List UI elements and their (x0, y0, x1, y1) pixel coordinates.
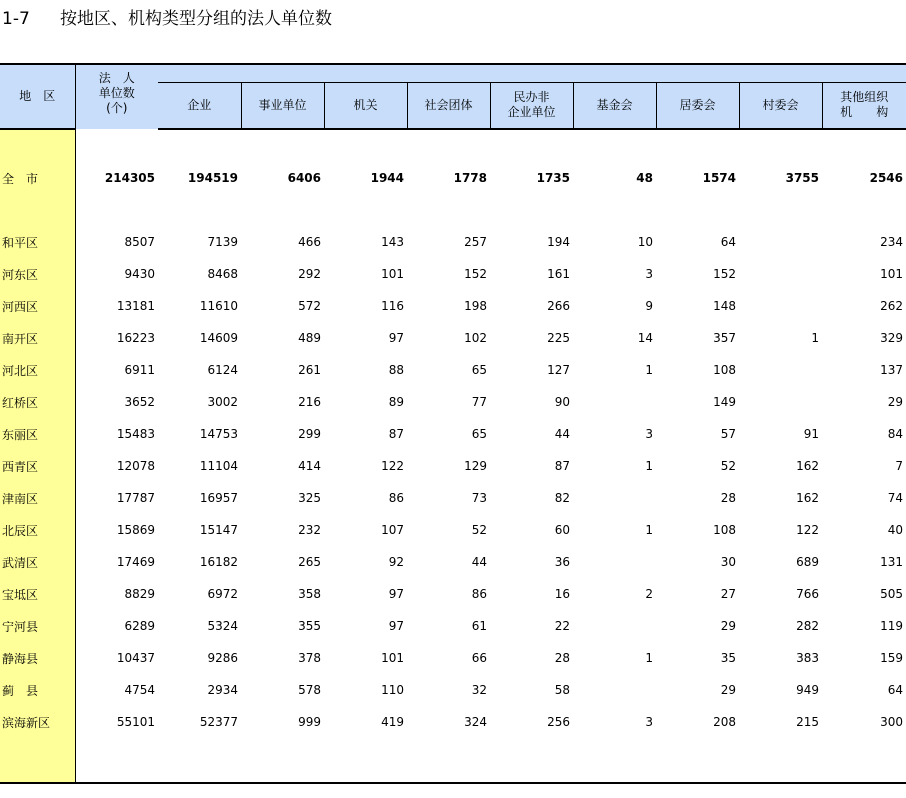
region-cell: 宝坻区 (0, 578, 75, 610)
value-cell: 74 (887, 491, 903, 505)
value-cell: 1 (811, 331, 819, 345)
value-cell: 8829 (124, 587, 155, 601)
value-cell (739, 258, 822, 290)
value-cell: 15147 (199, 523, 238, 537)
value-cell: 60 (554, 523, 570, 537)
value-cell: 17787 (116, 491, 155, 505)
value-cell: 999 (298, 715, 321, 729)
value-cell: 28 (554, 651, 570, 665)
value-cell: 152 (464, 267, 487, 281)
value-cell: 689 (796, 555, 819, 569)
value-cell (490, 738, 573, 783)
table-number: 1-7 (2, 9, 30, 29)
region-cell: 武清区 (0, 546, 75, 578)
value-cell: 48 (636, 171, 653, 185)
region-cell: 红桥区 (0, 386, 75, 418)
value-cell: 148 (713, 299, 736, 313)
value-cell: 122 (796, 523, 819, 537)
value-cell: 22 (554, 619, 570, 633)
value-cell: 29 (720, 619, 736, 633)
value-cell: 419 (381, 715, 404, 729)
value-cell: 17469 (116, 555, 155, 569)
value-cell: 489 (298, 331, 321, 345)
value-cell: 578 (298, 683, 321, 697)
value-cell: 215 (796, 715, 819, 729)
value-cell: 8507 (124, 235, 155, 249)
table-row (0, 578, 906, 610)
value-cell: 65 (471, 427, 487, 441)
value-cell: 32 (471, 683, 487, 697)
value-cell: 14 (637, 331, 653, 345)
value-cell (739, 738, 822, 783)
header-col-4: 民办非 企业单位 (490, 82, 573, 129)
value-cell: 6972 (207, 587, 238, 601)
header-col-8: 其他组织 机 构 (822, 82, 906, 129)
value-cell: 16182 (199, 555, 238, 569)
value-cell: 28 (720, 491, 736, 505)
table-row (0, 290, 906, 322)
table-row (0, 258, 906, 290)
value-cell: 9 (645, 299, 653, 313)
value-cell: 949 (796, 683, 819, 697)
value-cell: 6289 (124, 619, 155, 633)
value-cell: 3 (645, 427, 653, 441)
value-cell: 64 (887, 683, 903, 697)
value-cell: 44 (554, 427, 570, 441)
value-cell: 7 (895, 459, 903, 473)
region-cell: 北辰区 (0, 514, 75, 546)
value-cell: 127 (547, 363, 570, 377)
value-cell: 16 (554, 587, 570, 601)
region-cell: 和平区 (0, 226, 75, 258)
value-cell: 162 (796, 491, 819, 505)
total-row (0, 129, 906, 226)
value-cell: 14609 (199, 331, 238, 345)
value-cell (241, 738, 324, 783)
header-legal-total-line1: 法 人 (98, 71, 135, 85)
table-row (0, 706, 906, 738)
table-row (0, 418, 906, 450)
value-cell: 161 (547, 267, 570, 281)
table-bottom-band (0, 738, 906, 783)
header-col-5: 基金会 (573, 82, 656, 129)
value-cell: 30 (720, 555, 736, 569)
table-row (0, 546, 906, 578)
table-title: 按地区、机构类型分组的法人单位数 (60, 9, 332, 29)
value-cell: 6406 (287, 171, 321, 185)
value-cell: 414 (298, 459, 321, 473)
value-cell: 9430 (124, 267, 155, 281)
table-row (0, 514, 906, 546)
value-cell: 13181 (116, 299, 155, 313)
value-cell: 3652 (124, 395, 155, 409)
value-cell: 208 (713, 715, 736, 729)
value-cell: 225 (547, 331, 570, 345)
value-cell: 262 (880, 299, 903, 313)
region-cell: 河西区 (0, 290, 75, 322)
header-col-2: 机关 (324, 82, 407, 129)
value-cell: 292 (298, 267, 321, 281)
region-cell: 津南区 (0, 482, 75, 514)
value-cell: 2934 (207, 683, 238, 697)
value-cell: 52 (720, 459, 736, 473)
value-cell: 122 (381, 459, 404, 473)
value-cell: 116 (381, 299, 404, 313)
value-cell: 11104 (199, 459, 238, 473)
value-cell: 466 (298, 235, 321, 249)
value-cell: 1 (645, 459, 653, 473)
region-cell: 河北区 (0, 354, 75, 386)
table-row (0, 482, 906, 514)
value-cell: 73 (471, 491, 487, 505)
value-cell: 378 (298, 651, 321, 665)
value-cell: 92 (388, 555, 404, 569)
value-cell (573, 386, 656, 418)
value-cell: 329 (880, 331, 903, 345)
value-cell: 2 (645, 587, 653, 601)
value-cell: 159 (880, 651, 903, 665)
value-cell: 214305 (104, 170, 155, 185)
value-cell (573, 674, 656, 706)
value-cell: 137 (880, 363, 903, 377)
header-region: 地 区 (0, 64, 75, 129)
value-cell: 12078 (116, 459, 155, 473)
region-cell: 河东区 (0, 258, 75, 290)
value-cell: 1574 (702, 171, 736, 185)
value-cell: 766 (796, 587, 819, 601)
value-cell: 88 (388, 363, 404, 377)
value-cell: 129 (464, 459, 487, 473)
value-cell: 1735 (536, 171, 570, 185)
value-cell: 102 (464, 331, 487, 345)
region-cell: 南开区 (0, 322, 75, 354)
region-cell: 蓟 县 (0, 674, 75, 706)
value-cell: 256 (547, 715, 570, 729)
value-cell: 216 (298, 395, 321, 409)
value-cell: 198 (464, 299, 487, 313)
value-cell (573, 610, 656, 642)
value-cell: 232 (298, 523, 321, 537)
header-col-6: 居委会 (656, 82, 739, 129)
header-legal-total (75, 64, 158, 129)
value-cell (573, 482, 656, 514)
value-cell: 61 (471, 619, 487, 633)
value-cell: 282 (796, 619, 819, 633)
value-cell: 107 (381, 523, 404, 537)
value-cell: 572 (298, 299, 321, 313)
value-cell: 29 (887, 395, 903, 409)
value-cell: 358 (298, 587, 321, 601)
value-cell: 265 (298, 555, 321, 569)
value-cell: 27 (720, 587, 736, 601)
value-cell: 89 (388, 395, 404, 409)
value-cell: 86 (471, 587, 487, 601)
value-cell: 108 (713, 523, 736, 537)
value-cell: 90 (554, 395, 570, 409)
value-cell: 97 (388, 619, 404, 633)
value-cell: 152 (713, 267, 736, 281)
value-cell: 9286 (207, 651, 238, 665)
value-cell: 300 (880, 715, 903, 729)
value-cell: 261 (298, 363, 321, 377)
value-cell: 52377 (199, 715, 238, 729)
legal-entity-table (0, 63, 906, 784)
value-cell: 257 (464, 235, 487, 249)
value-cell: 87 (554, 459, 570, 473)
value-cell: 6911 (124, 363, 155, 377)
value-cell: 3 (645, 715, 653, 729)
value-cell (739, 354, 822, 386)
value-cell: 82 (554, 491, 570, 505)
value-cell: 65 (471, 363, 487, 377)
value-cell: 1 (645, 651, 653, 665)
region-cell: 滨海新区 (0, 706, 75, 738)
value-cell: 15869 (116, 523, 155, 537)
header-col-0: 企业 (158, 82, 241, 129)
table-row (0, 610, 906, 642)
value-cell: 194 (547, 235, 570, 249)
value-cell: 4754 (124, 683, 155, 697)
value-cell: 119 (880, 619, 903, 633)
value-cell: 162 (796, 459, 819, 473)
value-cell: 101 (381, 651, 404, 665)
value-cell: 14753 (199, 427, 238, 441)
value-cell: 55101 (116, 715, 155, 729)
table-row (0, 386, 906, 418)
value-cell: 6124 (207, 363, 238, 377)
value-cell: 16957 (199, 491, 238, 505)
value-cell (158, 738, 241, 783)
region-cell: 全 市 (0, 129, 75, 226)
header-col-3: 社会团体 (407, 82, 490, 129)
value-cell: 91 (803, 427, 819, 441)
value-cell: 8468 (207, 267, 238, 281)
value-cell: 325 (298, 491, 321, 505)
value-cell: 143 (381, 235, 404, 249)
value-cell: 149 (713, 395, 736, 409)
region-cell: 宁河县 (0, 610, 75, 642)
value-cell: 7139 (207, 235, 238, 249)
value-cell: 84 (887, 427, 903, 441)
region-cell (0, 738, 75, 783)
value-cell (739, 386, 822, 418)
value-cell: 505 (880, 587, 903, 601)
value-cell: 1 (645, 363, 653, 377)
value-cell: 194519 (187, 171, 238, 185)
region-cell: 西青区 (0, 450, 75, 482)
value-cell: 57 (720, 427, 736, 441)
value-cell: 44 (471, 555, 487, 569)
value-cell: 110 (381, 683, 404, 697)
value-cell: 86 (388, 491, 404, 505)
value-cell: 2546 (869, 171, 903, 185)
value-cell (573, 546, 656, 578)
value-cell (656, 738, 739, 783)
value-cell: 66 (471, 651, 487, 665)
value-cell: 87 (388, 427, 404, 441)
value-cell: 3 (645, 267, 653, 281)
region-cell: 静海县 (0, 642, 75, 674)
header-legal-total-line3: (个) (106, 101, 128, 115)
value-cell: 1778 (453, 171, 487, 185)
table-row (0, 642, 906, 674)
value-cell (739, 226, 822, 258)
value-cell: 40 (887, 523, 903, 537)
table-row (0, 322, 906, 354)
value-cell (407, 738, 490, 783)
value-cell: 16223 (116, 331, 155, 345)
value-cell: 15483 (116, 427, 155, 441)
value-cell: 64 (720, 235, 736, 249)
value-cell: 101 (880, 267, 903, 281)
value-cell: 101 (381, 267, 404, 281)
value-cell: 29 (720, 683, 736, 697)
value-cell: 97 (388, 331, 404, 345)
table-row (0, 674, 906, 706)
value-cell: 299 (298, 427, 321, 441)
value-cell: 108 (713, 363, 736, 377)
value-cell: 131 (880, 555, 903, 569)
value-cell: 10 (637, 235, 653, 249)
value-cell: 58 (554, 683, 570, 697)
value-cell: 324 (464, 715, 487, 729)
table-row (0, 226, 906, 258)
value-cell (75, 738, 158, 783)
value-cell: 3002 (207, 395, 238, 409)
header-spacer (158, 64, 906, 82)
value-cell: 10437 (116, 651, 155, 665)
value-cell: 355 (298, 619, 321, 633)
value-cell: 383 (796, 651, 819, 665)
value-cell (573, 738, 656, 783)
value-cell: 97 (388, 587, 404, 601)
value-cell: 35 (720, 651, 736, 665)
value-cell: 52 (471, 523, 487, 537)
value-cell: 77 (471, 395, 487, 409)
table-row (0, 450, 906, 482)
value-cell (324, 738, 407, 783)
header-legal-total-line2: 单位数 (98, 86, 135, 100)
value-cell: 36 (554, 555, 570, 569)
table-row (0, 354, 906, 386)
value-cell: 3755 (785, 171, 819, 185)
value-cell: 5324 (207, 619, 238, 633)
value-cell: 1 (645, 523, 653, 537)
value-cell: 357 (713, 331, 736, 345)
region-cell: 东丽区 (0, 418, 75, 450)
value-cell: 11610 (199, 299, 238, 313)
header-col-7: 村委会 (739, 82, 822, 129)
value-cell: 266 (547, 299, 570, 313)
value-cell: 1944 (370, 171, 404, 185)
value-cell: 234 (880, 235, 903, 249)
page-title (2, 6, 332, 32)
value-cell (822, 738, 906, 783)
value-cell (739, 290, 822, 322)
header-col-1: 事业单位 (241, 82, 324, 129)
